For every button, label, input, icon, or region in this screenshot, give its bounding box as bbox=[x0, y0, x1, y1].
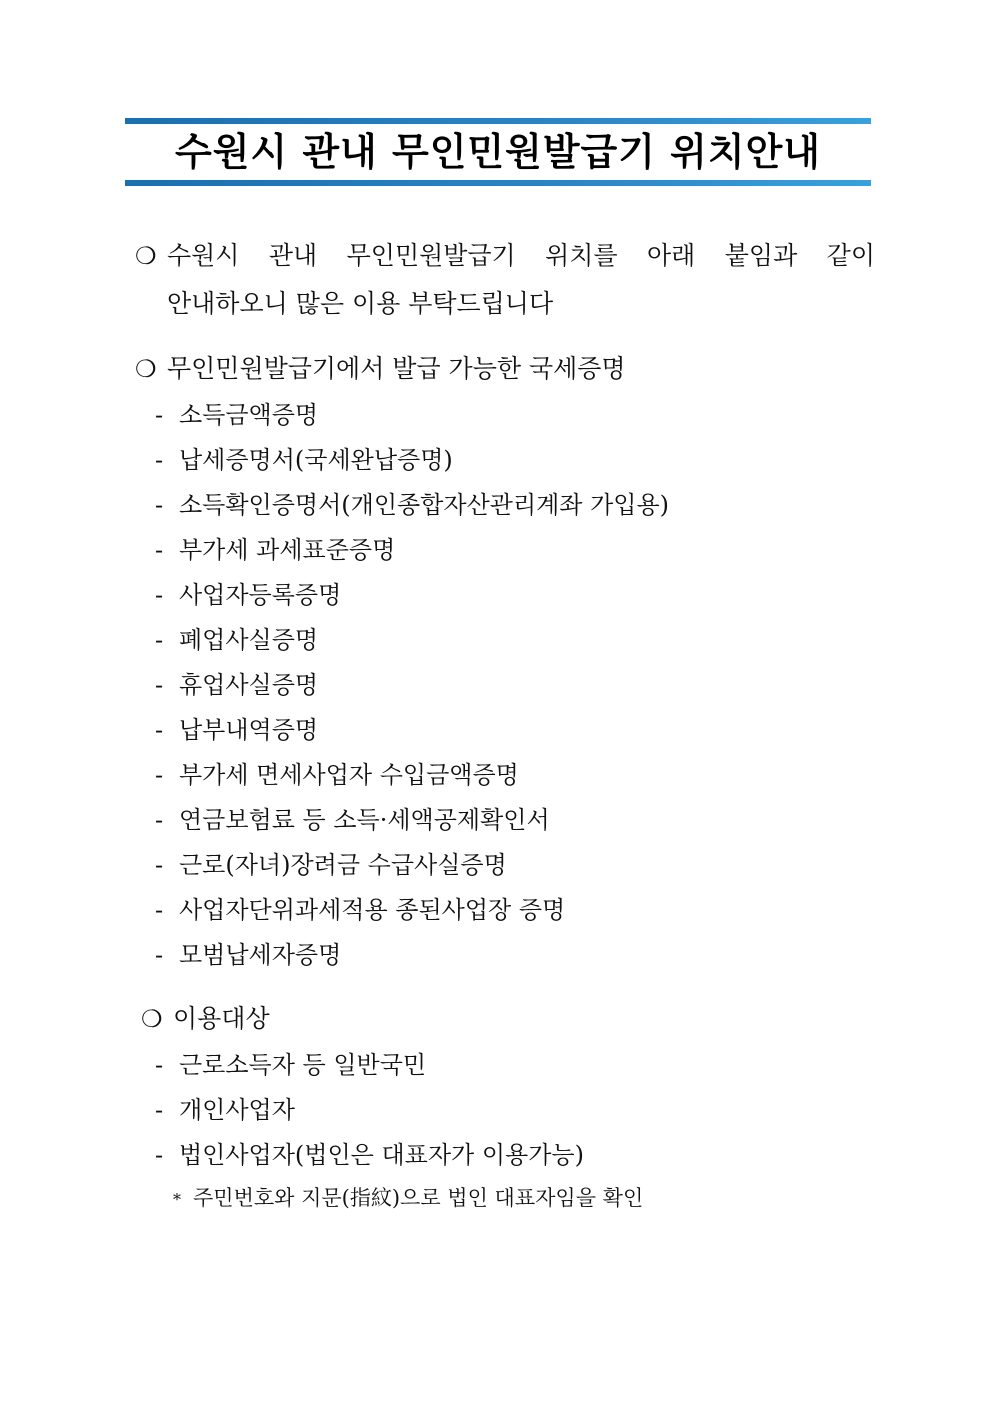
asterisk-icon: * bbox=[173, 1189, 181, 1209]
intro-word: 관내 bbox=[268, 241, 318, 270]
list-item bbox=[135, 753, 875, 798]
title-bottom-rule bbox=[125, 180, 871, 186]
intro-word: 붙임과 bbox=[724, 241, 798, 270]
list-item bbox=[135, 483, 875, 528]
users-list bbox=[135, 1043, 881, 1178]
list-item-text: 법인사업자(법인은 대표자가 이용가능) bbox=[179, 1141, 584, 1169]
intro-word: 아래 bbox=[647, 241, 696, 270]
list-item-text: 개인사업자 bbox=[179, 1096, 295, 1124]
users-heading: 이용대상 bbox=[173, 1004, 270, 1033]
intro-word: 같이 bbox=[826, 241, 875, 270]
users-section bbox=[141, 995, 881, 1220]
list-item bbox=[135, 573, 875, 618]
list-item bbox=[135, 438, 875, 483]
list-item-text: 모범납세자증명 bbox=[179, 941, 342, 969]
list-item-text: 소득금액증명 bbox=[179, 401, 319, 429]
intro-word: 무인민원발급기 bbox=[346, 241, 516, 270]
dash-mark: - bbox=[155, 626, 164, 654]
circle-bullet-icon: ❍ bbox=[135, 355, 157, 383]
dash-mark: - bbox=[155, 446, 164, 474]
certificates-list bbox=[135, 393, 875, 978]
list-item-text: 연금보험료 등 소득·세액공제확인서 bbox=[179, 806, 550, 834]
intro-line-1 bbox=[135, 232, 875, 280]
list-item bbox=[135, 798, 875, 843]
users-note bbox=[135, 1178, 881, 1220]
dash-mark: - bbox=[155, 1096, 164, 1124]
circle-bullet-icon: ❍ bbox=[141, 1005, 163, 1033]
users-heading-row bbox=[141, 995, 881, 1043]
list-item-text: 소득확인증명서(개인종합자산관리계좌 가입용) bbox=[179, 491, 670, 519]
certificates-heading-row bbox=[135, 345, 875, 393]
list-item bbox=[135, 1043, 881, 1088]
certificates-heading: 무인민원발급기에서 발급 가능한 국세증명 bbox=[167, 354, 626, 383]
dash-mark: - bbox=[155, 401, 164, 429]
list-item-text: 근로소득자 등 일반국민 bbox=[179, 1051, 427, 1079]
list-item bbox=[135, 1133, 881, 1178]
list-item bbox=[135, 1088, 881, 1133]
list-item-text: 부가세 과세표준증명 bbox=[179, 536, 396, 564]
title-top-rule bbox=[125, 118, 871, 124]
dash-mark: - bbox=[155, 851, 164, 879]
dash-mark: - bbox=[155, 581, 164, 609]
list-item bbox=[135, 618, 875, 663]
list-item-text: 폐업사실증명 bbox=[179, 626, 319, 654]
note-text: 주민번호와 지문(指紋)으로 법인 대표자임을 확인 bbox=[193, 1186, 644, 1210]
circle-bullet-icon: ❍ bbox=[135, 242, 157, 270]
page-title: 수원시 관내 무인민원발급기 위치안내 bbox=[174, 130, 822, 174]
certificates-section bbox=[135, 345, 875, 978]
intro-word: 위치를 bbox=[545, 241, 618, 270]
dash-mark: - bbox=[155, 1141, 164, 1169]
dash-mark: - bbox=[155, 491, 164, 519]
dash-mark: - bbox=[155, 716, 164, 744]
list-item-text: 납세증명서(국세완납증명) bbox=[179, 446, 453, 474]
dash-mark: - bbox=[155, 896, 164, 924]
dash-mark: - bbox=[155, 536, 164, 564]
list-item bbox=[135, 663, 875, 708]
intro-section bbox=[135, 232, 875, 328]
list-item bbox=[135, 708, 875, 753]
list-item bbox=[135, 843, 875, 888]
list-item bbox=[135, 393, 875, 438]
list-item-text: 부가세 면세사업자 수입금액증명 bbox=[179, 761, 519, 789]
list-item-text: 사업자단위과세적용 종된사업장 증명 bbox=[179, 896, 566, 924]
list-item-text: 휴업사실증명 bbox=[179, 671, 319, 699]
list-item-text: 사업자등록증명 bbox=[179, 581, 342, 609]
dash-mark: - bbox=[155, 671, 164, 699]
title-banner bbox=[125, 118, 871, 186]
list-item-text: 납부내역증명 bbox=[179, 716, 319, 744]
dash-mark: - bbox=[155, 761, 164, 789]
intro-word: 수원시 bbox=[167, 241, 240, 270]
list-item bbox=[135, 933, 875, 978]
list-item bbox=[135, 888, 875, 933]
list-item-text: 근로(자녀)장려금 수급사실증명 bbox=[179, 851, 507, 879]
dash-mark: - bbox=[155, 1051, 164, 1079]
dash-mark: - bbox=[155, 806, 164, 834]
intro-line-2: 안내하오니 많은 이용 부탁드립니다 bbox=[167, 289, 554, 318]
dash-mark: - bbox=[155, 941, 164, 969]
list-item bbox=[135, 528, 875, 573]
intro-words bbox=[167, 232, 875, 280]
